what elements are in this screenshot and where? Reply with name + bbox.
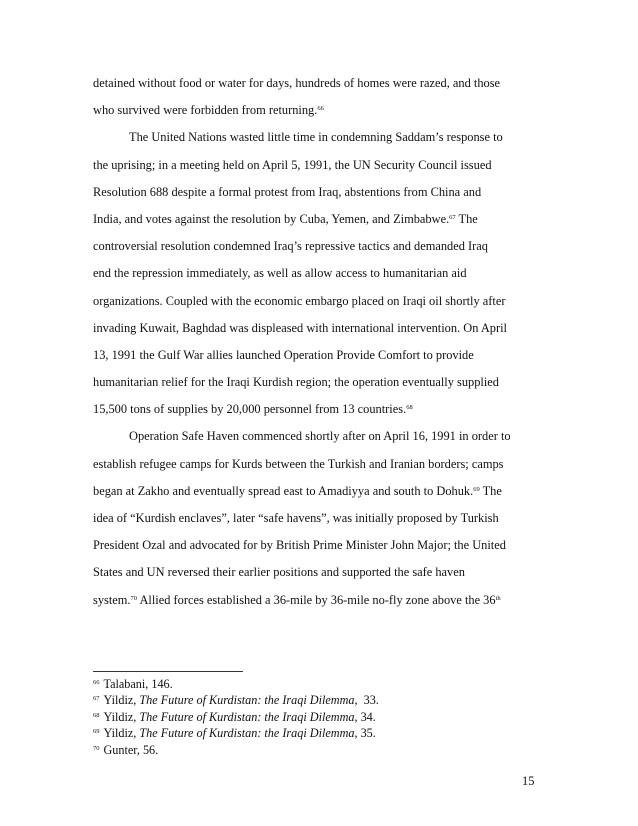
text-line: end the repression immediately, as well as allow access to humanitarian aid [93,266,467,281]
text-line: detained without food or water for days, hundreds of homes were razed, and those [93,76,501,90]
paragraph-first-line: The United Nations wasted little time in condemning Saddam’s response to [129,130,503,145]
text-line: India, and votes against the resolution by Cuba, Yemen, and Zimbabwe.$^{67}$ The [93,211,478,226]
text-line: President Ozal and advocated for by British Prime Minister John Major; the United [93,538,506,553]
footnote-number: 70 [93,744,100,752]
text-line: Resolution 688 despite a formal protest from Iraq, abstentions from China and [93,184,482,199]
text-line: began at Zakho and eventually spread east to Amadiyya and south to Dohuk.$^{69}$ The [93,483,502,498]
footnotes [93,676,379,758]
footnote-ref: 70 [130,594,138,602]
footnote-number: 68 [93,711,100,719]
text-line: 13, 1991 the Gulf War allies launched Operation Provide Comfort to provide [93,347,474,362]
footnote-ref: 66 [317,105,324,113]
text-line: idea of “Kurdish enclaves”, later “safe havens”, was initially proposed by Turkish [93,511,499,525]
footnote-ref: 67 [449,213,456,221]
text-line: who survived were forbidden from returning.$^{66}$ [93,103,324,118]
footnote: $^{68}$ Yildiz, The Future of Kurdistan: the Iraqi Dilemma, 34. [93,709,376,724]
text-line: controversial resolution condemned Iraq’s repressive tactics and demanded Iraq [93,239,488,254]
footnote: $^{67}$ Yildiz, The Future of Kurdistan: the Iraqi Dilemma, 33. [93,693,379,708]
footnote-number: 69 [93,728,100,736]
footnote-ref: 68 [406,404,413,412]
text-line: organizations. Coupled with the economic embargo placed on Iraqi oil shortly after [93,293,506,308]
ordinal-suffix: th [495,594,501,602]
footnote: $^{69}$ Yildiz, The Future of Kurdistan: the Iraqi Dilemma, 35. [93,726,376,741]
footnote-number: 66 [93,679,100,686]
page-number: 15 [522,774,535,788]
text-line: States and UN reversed their earlier positions and supported the safe haven [93,565,465,580]
text-line: 15,500 tons of supplies by 20,000 personnel from 13 countries.$^{68}$ [93,402,413,417]
paragraph-first-line: Operation Safe Haven commenced shortly after on April 16, 1991 in order to [129,429,511,444]
text-line: invading Kuwait, Baghdad was displeased with international intervention. On April [93,320,507,335]
text-line: system.$^{70}$ Allied forces established a 36-mile by 36-mile no-fly zone above the 36th [93,592,501,607]
footnote: $^{70}$ Gunter, 56. [93,742,159,757]
text-line: humanitarian relief for the Iraqi Kurdish region; the operation eventually supplied [93,375,500,390]
footnote-ref: 69 [473,485,480,493]
text-line: establish refugee camps for Kurds between the Turkish and Iranian borders; camps [93,456,504,471]
footnote: $^{66}$ Talabani, 146. [93,677,173,691]
footnote-number: 67 [93,695,100,703]
footnote-separator [93,671,243,672]
text-line: the uprising; in a meeting held on April 5, 1991, the UN Security Council issued [93,157,492,172]
body-text [93,70,551,614]
